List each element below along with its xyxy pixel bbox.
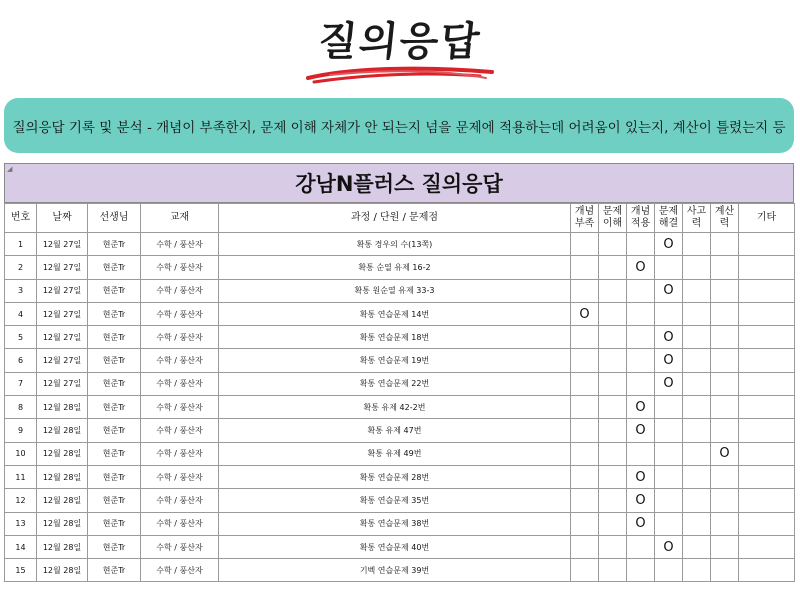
cell-other	[739, 535, 795, 558]
cell-problem-understanding	[599, 372, 627, 395]
cell-problem-understanding	[599, 233, 627, 256]
cell-teacher: 현준Tr	[88, 559, 141, 582]
cell-material: 수학 / 풍산자	[141, 489, 219, 512]
cell-problem-understanding	[599, 349, 627, 372]
cell-material: 수학 / 풍산자	[141, 465, 219, 488]
cell-calculation	[711, 372, 739, 395]
cell-material: 수학 / 풍산자	[141, 256, 219, 279]
cell-other	[739, 396, 795, 419]
cell-concept-lack	[571, 279, 599, 302]
cell-concept-lack	[571, 396, 599, 419]
cell-topic: 확통 연습문제 19번	[219, 349, 571, 372]
col-header-problem-understanding: 문제 이해	[599, 204, 627, 233]
cell-date: 12월 28일	[37, 419, 88, 442]
cell-concept-application	[627, 442, 655, 465]
cell-topic: 확통 연습문제 40번	[219, 535, 571, 558]
cell-other	[739, 349, 795, 372]
cell-no: 10	[5, 442, 37, 465]
cell-concept-application	[627, 372, 655, 395]
cell-other	[739, 279, 795, 302]
cell-topic: 확통 원순열 유제 33-3	[219, 279, 571, 302]
cell-concept-lack	[571, 256, 599, 279]
cell-thinking	[683, 326, 711, 349]
cell-calculation	[711, 256, 739, 279]
cell-other	[739, 372, 795, 395]
cell-teacher: 현준Tr	[88, 372, 141, 395]
cell-concept-application: O	[627, 512, 655, 535]
table-header-row	[5, 204, 795, 233]
table-row	[5, 559, 795, 582]
sheet-title-bar	[4, 163, 794, 203]
cell-no: 12	[5, 489, 37, 512]
cell-problem-understanding	[599, 396, 627, 419]
table-row	[5, 326, 795, 349]
cell-date: 12월 28일	[37, 489, 88, 512]
cell-problem-understanding	[599, 559, 627, 582]
cell-calculation	[711, 559, 739, 582]
cell-no: 9	[5, 419, 37, 442]
col-header-teacher: 선생님	[88, 204, 141, 233]
cell-teacher: 현준Tr	[88, 419, 141, 442]
cell-problem-understanding	[599, 465, 627, 488]
cell-material: 수학 / 풍산자	[141, 326, 219, 349]
cell-date: 12월 27일	[37, 302, 88, 325]
cell-problem-understanding	[599, 302, 627, 325]
table-row	[5, 302, 795, 325]
cell-thinking	[683, 256, 711, 279]
cell-material: 수학 / 풍산자	[141, 302, 219, 325]
col-header-problem-solving: 문제 해결	[655, 204, 683, 233]
col-header-calculation: 계산 력	[711, 204, 739, 233]
cell-other	[739, 233, 795, 256]
cell-problem-solving	[655, 465, 683, 488]
cell-no: 2	[5, 256, 37, 279]
cell-date: 12월 28일	[37, 535, 88, 558]
cell-calculation	[711, 279, 739, 302]
cell-date: 12월 28일	[37, 559, 88, 582]
table-row	[5, 372, 795, 395]
cell-concept-lack	[571, 512, 599, 535]
col-header-concept-application: 개념 적용	[627, 204, 655, 233]
cell-problem-solving	[655, 489, 683, 512]
cell-topic: 기벡 연습문제 39번	[219, 559, 571, 582]
cell-problem-understanding	[599, 489, 627, 512]
cell-thinking	[683, 535, 711, 558]
col-header-date: 날짜	[37, 204, 88, 233]
cell-topic: 확통 연습문제 35번	[219, 489, 571, 512]
page-title: 질의응답	[315, 19, 484, 65]
cell-teacher: 현준Tr	[88, 512, 141, 535]
cell-material: 수학 / 풍산자	[141, 396, 219, 419]
cell-topic: 확통 유제 42-2번	[219, 396, 571, 419]
cell-teacher: 현준Tr	[88, 396, 141, 419]
cell-date: 12월 28일	[37, 512, 88, 535]
cell-thinking	[683, 465, 711, 488]
table-row	[5, 489, 795, 512]
cell-problem-understanding	[599, 512, 627, 535]
qa-table	[4, 203, 795, 582]
table-row	[5, 279, 795, 302]
cell-topic: 확통 연습문제 22번	[219, 372, 571, 395]
cell-date: 12월 27일	[37, 256, 88, 279]
cell-other	[739, 256, 795, 279]
cell-no: 3	[5, 279, 37, 302]
cell-topic: 확통 연습문제 18번	[219, 326, 571, 349]
cell-date: 12월 28일	[37, 465, 88, 488]
cell-no: 4	[5, 302, 37, 325]
cell-other	[739, 419, 795, 442]
cell-thinking	[683, 233, 711, 256]
cell-concept-lack	[571, 349, 599, 372]
sheet-title: 강남N플러스 질의응답	[295, 172, 503, 196]
qa-sheet	[4, 163, 794, 582]
cell-concept-application	[627, 535, 655, 558]
cell-problem-solving: O	[655, 233, 683, 256]
col-header-material: 교재	[141, 204, 219, 233]
cell-calculation	[711, 233, 739, 256]
cell-concept-lack	[571, 465, 599, 488]
col-header-no: 번호	[5, 204, 37, 233]
cell-problem-understanding	[599, 442, 627, 465]
cell-teacher: 현준Tr	[88, 489, 141, 512]
cell-concept-lack	[571, 419, 599, 442]
cell-problem-understanding	[599, 256, 627, 279]
cell-date: 12월 27일	[37, 349, 88, 372]
cell-material: 수학 / 풍산자	[141, 442, 219, 465]
cell-concept-application	[627, 302, 655, 325]
page-header	[0, 6, 800, 80]
cell-thinking	[683, 559, 711, 582]
cell-no: 15	[5, 559, 37, 582]
cell-teacher: 현준Tr	[88, 465, 141, 488]
cell-topic: 확통 연습문제 28번	[219, 465, 571, 488]
cell-calculation	[711, 489, 739, 512]
cell-teacher: 현준Tr	[88, 279, 141, 302]
col-header-topic: 과정 / 단원 / 문제점	[219, 204, 571, 233]
cell-no: 8	[5, 396, 37, 419]
table-row	[5, 535, 795, 558]
cell-teacher: 현준Tr	[88, 256, 141, 279]
table-row	[5, 419, 795, 442]
cell-concept-application: O	[627, 256, 655, 279]
col-header-other: 기타	[739, 204, 795, 233]
table-row	[5, 256, 795, 279]
cell-concept-lack	[571, 233, 599, 256]
cell-material: 수학 / 풍산자	[141, 559, 219, 582]
cell-calculation	[711, 326, 739, 349]
cell-concept-lack	[571, 535, 599, 558]
cell-thinking	[683, 372, 711, 395]
cell-problem-solving	[655, 396, 683, 419]
col-header-concept-lack: 개념 부족	[571, 204, 599, 233]
cell-topic: 확통 유제 49번	[219, 442, 571, 465]
cell-other	[739, 512, 795, 535]
cell-topic: 확통 연습문제 38번	[219, 512, 571, 535]
cell-calculation	[711, 535, 739, 558]
cell-calculation	[711, 512, 739, 535]
cell-problem-solving	[655, 256, 683, 279]
cell-calculation	[711, 396, 739, 419]
cell-other	[739, 442, 795, 465]
cell-topic: 확통 연습문제 14번	[219, 302, 571, 325]
cell-concept-application: O	[627, 465, 655, 488]
cell-material: 수학 / 풍산자	[141, 349, 219, 372]
cell-date: 12월 27일	[37, 233, 88, 256]
cell-date: 12월 28일	[37, 442, 88, 465]
cell-calculation	[711, 302, 739, 325]
cell-calculation	[711, 349, 739, 372]
cell-problem-solving	[655, 512, 683, 535]
cell-problem-understanding	[599, 326, 627, 349]
cell-date: 12월 27일	[37, 326, 88, 349]
cell-teacher: 현준Tr	[88, 302, 141, 325]
cell-concept-application: O	[627, 419, 655, 442]
description-banner	[4, 98, 794, 153]
cell-concept-lack	[571, 559, 599, 582]
cell-other	[739, 465, 795, 488]
cell-thinking	[683, 349, 711, 372]
cell-thinking	[683, 279, 711, 302]
cell-other	[739, 326, 795, 349]
cell-other	[739, 302, 795, 325]
cell-thinking	[683, 302, 711, 325]
cell-problem-solving: O	[655, 326, 683, 349]
cell-concept-lack	[571, 442, 599, 465]
cell-teacher: 현준Tr	[88, 442, 141, 465]
cell-material: 수학 / 풍산자	[141, 279, 219, 302]
cell-concept-application: O	[627, 396, 655, 419]
cell-topic: 확통 순열 유제 16-2	[219, 256, 571, 279]
table-row	[5, 349, 795, 372]
cell-thinking	[683, 489, 711, 512]
title-underline-brush	[300, 64, 500, 86]
cell-problem-solving	[655, 442, 683, 465]
cell-problem-understanding	[599, 535, 627, 558]
cell-teacher: 현준Tr	[88, 535, 141, 558]
table-row	[5, 512, 795, 535]
cell-no: 7	[5, 372, 37, 395]
cell-material: 수학 / 풍산자	[141, 419, 219, 442]
cell-problem-understanding	[599, 279, 627, 302]
cell-no: 5	[5, 326, 37, 349]
cell-concept-lack	[571, 372, 599, 395]
cell-no: 11	[5, 465, 37, 488]
table-row	[5, 442, 795, 465]
cell-no: 1	[5, 233, 37, 256]
cell-date: 12월 27일	[37, 372, 88, 395]
cell-problem-solving	[655, 559, 683, 582]
cell-problem-solving: O	[655, 279, 683, 302]
cell-corner-handle: ◢	[7, 165, 13, 173]
cell-calculation: O	[711, 442, 739, 465]
cell-material: 수학 / 풍산자	[141, 535, 219, 558]
cell-thinking	[683, 512, 711, 535]
cell-topic: 확통 유제 47번	[219, 419, 571, 442]
cell-date: 12월 28일	[37, 396, 88, 419]
cell-concept-lack: O	[571, 302, 599, 325]
cell-other	[739, 489, 795, 512]
cell-concept-application	[627, 326, 655, 349]
cell-calculation	[711, 419, 739, 442]
cell-concept-application	[627, 349, 655, 372]
cell-calculation	[711, 465, 739, 488]
cell-concept-lack	[571, 489, 599, 512]
cell-teacher: 현준Tr	[88, 233, 141, 256]
cell-concept-application	[627, 233, 655, 256]
cell-other	[739, 559, 795, 582]
cell-no: 13	[5, 512, 37, 535]
cell-material: 수학 / 풍산자	[141, 233, 219, 256]
cell-thinking	[683, 396, 711, 419]
cell-topic: 확통 경우의 수(13쪽)	[219, 233, 571, 256]
cell-material: 수학 / 풍산자	[141, 372, 219, 395]
cell-problem-solving	[655, 302, 683, 325]
cell-problem-solving: O	[655, 535, 683, 558]
table-body	[5, 233, 795, 582]
banner-text: 질의응답 기록 및 분석 - 개념이 부족한지, 문제 이해 자체가 안 되는지 넘을 문제에 적용하는데 어려움이 있는지, 계산이 틀렸는지 등	[12, 119, 786, 136]
cell-date: 12월 27일	[37, 279, 88, 302]
cell-material: 수학 / 풍산자	[141, 512, 219, 535]
cell-concept-application	[627, 559, 655, 582]
cell-concept-lack	[571, 326, 599, 349]
cell-problem-solving: O	[655, 349, 683, 372]
cell-teacher: 현준Tr	[88, 326, 141, 349]
cell-thinking	[683, 419, 711, 442]
table-row	[5, 465, 795, 488]
cell-concept-application: O	[627, 489, 655, 512]
cell-problem-solving: O	[655, 372, 683, 395]
table-row	[5, 396, 795, 419]
table-row	[5, 233, 795, 256]
cell-no: 6	[5, 349, 37, 372]
cell-concept-application	[627, 279, 655, 302]
cell-no: 14	[5, 535, 37, 558]
col-header-thinking: 사고 력	[683, 204, 711, 233]
cell-thinking	[683, 442, 711, 465]
cell-problem-understanding	[599, 419, 627, 442]
cell-teacher: 현준Tr	[88, 349, 141, 372]
cell-problem-solving	[655, 419, 683, 442]
